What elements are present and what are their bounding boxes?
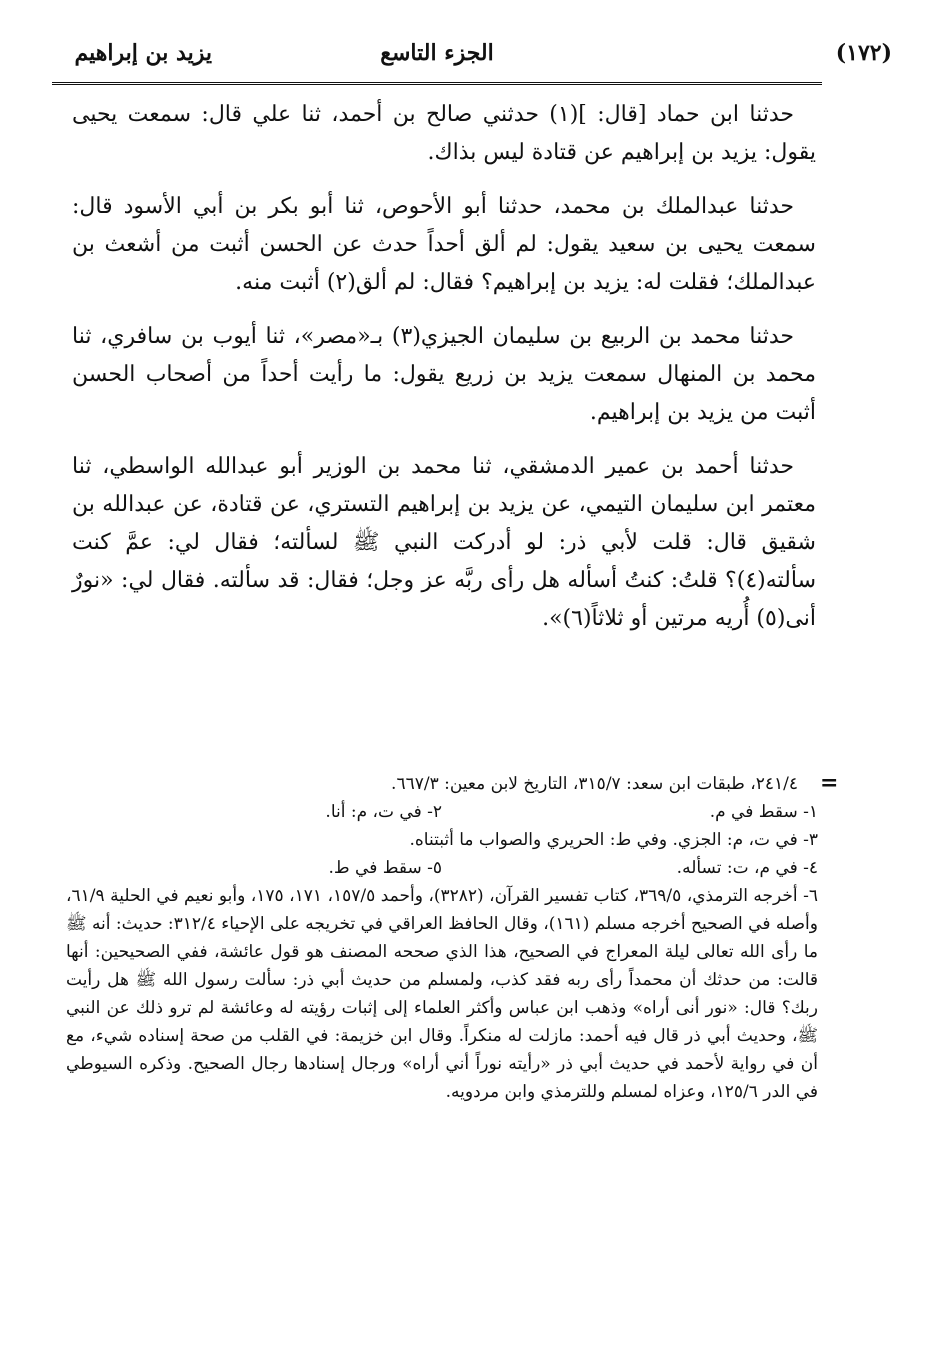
- page-number: (١٧٢): [835, 40, 892, 66]
- paragraph: حدثنا عبدالملك بن محمد، حدثنا أبو الأحوص، ثنا أبو بكر بن أبي الأسود قال: سمعت يحيى بن سعيد يقول: لم ألق أحداً حدث عن الحسن أثبت من أشعث بن عبدالملك؛ فقلت له: يزيد بن إبراهيم؟ فقال: لم ألق(٢) أثبت منه.: [72, 194, 816, 295]
- footnote-refs: ٢٤١/٤، طبقات ابن سعد: ٣١٥/٧، التاريخ لابن معين: ٦٦٧/٣.: [391, 774, 798, 794]
- entry-name: يزيد بن إبراهيم: [74, 40, 212, 66]
- main-text: [72, 96, 816, 654]
- footnote-3: ٣- في ت، م: الجزي. وفي ط: الحريري والصواب ما أثبتناه.: [409, 830, 818, 850]
- paragraph: حدثنا محمد بن الربيع بن سليمان الجيزي(٣) بـ«مصر»، ثنا أيوب بن سافري، ثنا محمد بن المنهال سمعت يزيد بن زريع يقول: ما رأيت أحداً من أصحاب الحسن أثبت من يزيد بن إبراهيم.: [72, 324, 816, 425]
- paragraph: حدثنا أحمد بن عمير الدمشقي، ثنا محمد بن الوزير أبو عبدالله الواسطي، ثنا معتمر ابن سليمان التيمي، عن يزيد بن إبراهيم التستري، عن قتادة، عن عبدالله بن شقيق قال: قلت لأبي ذر: لو أدركت النبي ﷺ لسألته؛ فقال لي: عمَّ كنت سألته(٤)؟ قلتُ: كنتُ أسأله هل رأى ربَّه عز وجل؛ فقال: قد سألته. فقال لي: «نورٌ أنى(٥) أُريه مرتين أو ثلاثاً(٦)».: [72, 454, 816, 631]
- footnote-5: ٥- سقط في ط.: [328, 858, 442, 878]
- paragraph: حدثنا ابن حماد [قال: ](١) حدثني صالح بن أحمد، ثنا علي قال: سمعت يحيى يقول: يزيد بن إبراهيم عن قتادة ليس بذاك.: [72, 102, 816, 165]
- footnotes: [66, 770, 818, 1106]
- footnote-2: ٢- في ت، م: أنا.: [325, 802, 442, 822]
- footnote-1: ١- سقط في م.: [709, 802, 818, 822]
- footnote-6: ٦- أخرجه الترمذي، ٣٦٩/٥، كتاب تفسير القرآن، (٣٢٨٢)، وأحمد ١٥٧/٥، ١٧١، ١٧٥، وأبو نعيم في الحلية ٦١/٩، وأصله في الصحيح أخرجه مسلم (١٦١)، وقال الحافظ العراقي في تخريجه على الإحياء ٣١٢/٤: حديث: أنه ﷺ ما رأى الله تعالى ليلة المعراج في الصحيح، هذا الذي صححه المصنف هو قول عائشة، ففي الصحيحين: أنها قالت: من حدثك أن محمداً رأى ربه فقد كذب، ولمسلم من حديث أبي ذر: سألت رسول الله ﷺ هل رأيت ربك؟ قال: «نور أنى أراه» وذهب ابن عباس وأكثر العلماء إلى إثبات رؤيته له وعائشة لم ترو ذلك عن النبي ﷺ، وحديث أبي ذر قال فيه أحمد: مازلت له منكراً. وقال ابن خزيمة: في القلب من صحة إسناده شيء، مع أن في رواية لأحمد في حديث أبي ذر «رأيته نوراً أني أراه» ورجال إسنادها رجال الصحيح. وذكره السيوطي في الدر ١٢٥/٦، وعزاه لمسلم وللترمذي وابن مردويه.: [66, 886, 818, 1102]
- book-part-title: الجزء التاسع: [380, 40, 494, 66]
- footnote-continuation-mark: =: [820, 770, 839, 796]
- running-header: [52, 36, 892, 85]
- footnote-4: ٤- في م، ت: تسأله.: [676, 858, 818, 878]
